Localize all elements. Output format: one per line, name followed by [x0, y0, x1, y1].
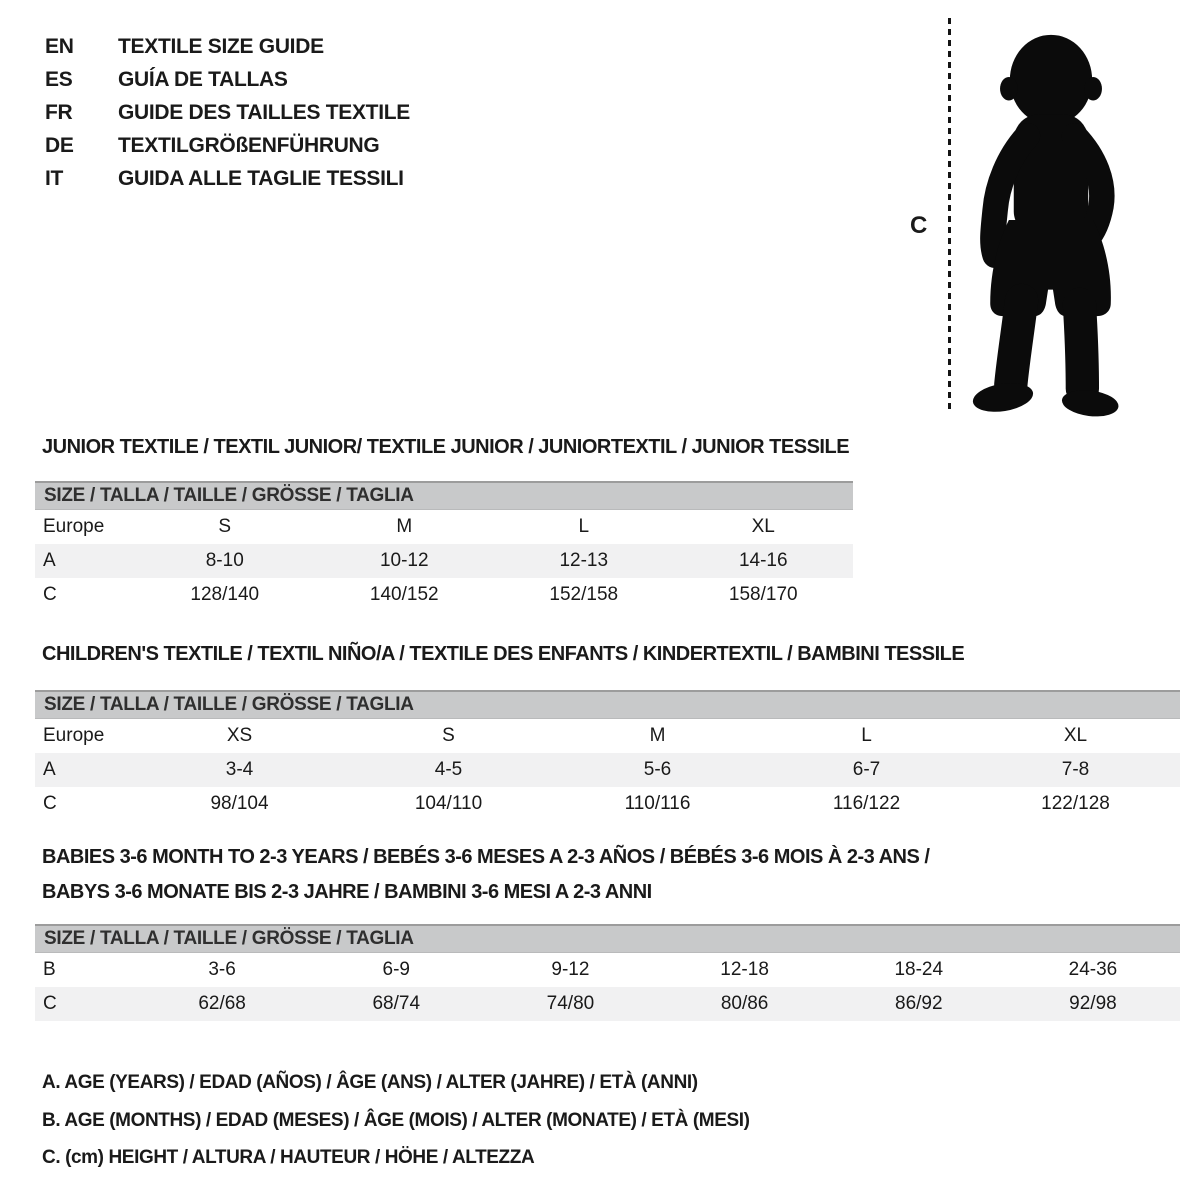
language-row-en — [45, 30, 410, 63]
table-row-height — [35, 578, 853, 612]
language-label: GUÍA DE TALLAS — [118, 67, 288, 91]
babies-size-table — [35, 924, 1180, 1021]
table-cell: L — [861, 725, 872, 746]
measure-label-c: C — [910, 212, 928, 239]
table-cell: 62/68 — [198, 993, 246, 1014]
table-cell: M — [396, 516, 413, 537]
row-label: Europe — [43, 516, 105, 537]
table-cell: 3-6 — [208, 959, 236, 980]
table-cell: 140/152 — [369, 584, 439, 605]
table-cell: XS — [226, 725, 253, 746]
language-code: DE — [45, 133, 74, 157]
table-row-europe — [35, 719, 1180, 753]
table-cell: XL — [1063, 725, 1088, 746]
table-cell: 110/116 — [624, 793, 691, 814]
table-cell: 18-24 — [894, 959, 944, 980]
language-row-it — [45, 162, 410, 195]
table-row-height — [35, 787, 1180, 821]
language-code: IT — [45, 166, 64, 190]
table-cell: 10-12 — [379, 550, 429, 571]
language-row-fr — [45, 96, 410, 129]
legend-line-a: A. AGE (YEARS) / EDAD (AÑOS) / ÂGE (ANS) / ALTER (JAHRE) / ETÀ (ANNI) — [42, 1072, 698, 1093]
table-cell: 98/104 — [210, 793, 269, 814]
table-cell: 9-12 — [551, 959, 590, 980]
table-cell: 92/98 — [1069, 993, 1117, 1014]
language-code: ES — [45, 67, 73, 91]
table-cell: 5-6 — [643, 759, 672, 780]
babies-section-title-line2: BABYS 3-6 MONATE BIS 2-3 JAHRE / BAMBINI 3-6 MESI A 2-3 ANNI — [42, 881, 652, 903]
junior-section-title: JUNIOR TEXTILE / TEXTIL JUNIOR/ TEXTILE JUNIOR / JUNIORTEXTIL / JUNIOR TESSILE — [42, 436, 850, 458]
table-cell: 128/140 — [190, 584, 260, 605]
table-cell: XL — [751, 516, 775, 537]
size-header-bar: SIZE / TALLA / TAILLE / GRÖSSE / TAGLIA — [35, 924, 1180, 953]
table-row-age — [35, 544, 853, 578]
children-size-table — [35, 690, 1180, 821]
table-cell: 12-18 — [720, 959, 769, 980]
table-cell: M — [649, 725, 666, 746]
table-cell: 14-16 — [738, 550, 788, 571]
legend-line-c: C. (cm) HEIGHT / ALTURA / HAUTEUR / HÖHE / ALTEZZA — [42, 1147, 535, 1168]
language-label: TEXTILE SIZE GUIDE — [118, 34, 324, 58]
table-cell: 74/80 — [546, 993, 595, 1014]
row-label: A — [43, 759, 56, 780]
row-label: B — [43, 959, 56, 980]
table-row-europe — [35, 510, 853, 544]
language-label: TEXTILGRÖßENFÜHRUNG — [118, 133, 380, 157]
table-cell: 122/128 — [1041, 793, 1110, 814]
table-cell: 6-9 — [382, 959, 410, 980]
table-row-age-months — [35, 953, 1180, 987]
table-cell: 104/110 — [414, 793, 483, 814]
table-cell: S — [218, 516, 232, 537]
language-header — [45, 30, 410, 195]
row-label: C — [43, 584, 57, 605]
table-cell: 12-13 — [559, 550, 609, 571]
table-cell: 116/122 — [832, 793, 901, 814]
table-cell: 4-5 — [434, 759, 463, 780]
table-cell: 3-4 — [225, 759, 254, 780]
table-cell: 152/158 — [549, 584, 619, 605]
table-cell: 7-8 — [1061, 759, 1090, 780]
language-label: GUIDA ALLE TAGLIE TESSILI — [118, 166, 404, 190]
row-label: C — [43, 993, 57, 1014]
table-cell: 24-36 — [1068, 959, 1118, 980]
table-cell: L — [578, 516, 590, 537]
size-header-bar: SIZE / TALLA / TAILLE / GRÖSSE / TAGLIA — [35, 690, 1180, 719]
table-cell: 68/74 — [372, 993, 421, 1014]
table-cell: 86/92 — [895, 993, 943, 1014]
babies-section-title-line1: BABIES 3-6 MONTH TO 2-3 YEARS / BEBÉS 3-6 MESES A 2-3 AÑOS / BÉBÉS 3-6 MOIS À 2-3 ANS / — [42, 846, 930, 868]
height-measure-dotted-line — [948, 18, 951, 414]
table-row-age — [35, 753, 1180, 787]
junior-size-table — [35, 481, 853, 612]
language-row-de — [45, 129, 410, 162]
table-cell: S — [442, 725, 455, 746]
table-cell: 80/86 — [720, 993, 769, 1014]
language-label: GUIDE DES TAILLES TEXTILE — [118, 100, 410, 124]
toddler-silhouette-icon — [962, 26, 1140, 418]
language-code: EN — [45, 34, 74, 58]
size-header-bar: SIZE / TALLA / TAILLE / GRÖSSE / TAGLIA — [35, 481, 853, 510]
table-cell: 8-10 — [205, 550, 244, 571]
legend-line-b: B. AGE (MONTHS) / EDAD (MESES) / ÂGE (MOIS) / ALTER (MONATE) / ETÀ (MESI) — [42, 1110, 750, 1131]
table-cell: 6-7 — [852, 759, 881, 780]
language-code: FR — [45, 100, 73, 124]
row-label: C — [43, 793, 57, 814]
table-row-height — [35, 987, 1180, 1021]
table-cell: 158/170 — [728, 584, 798, 605]
language-row-es — [45, 63, 410, 96]
row-label: Europe — [43, 725, 105, 746]
row-label: A — [43, 550, 56, 571]
children-section-title: CHILDREN'S TEXTILE / TEXTIL NIÑO/A / TEXTILE DES ENFANTS / KINDERTEXTIL / BAMBINI TESSILE — [42, 643, 965, 665]
